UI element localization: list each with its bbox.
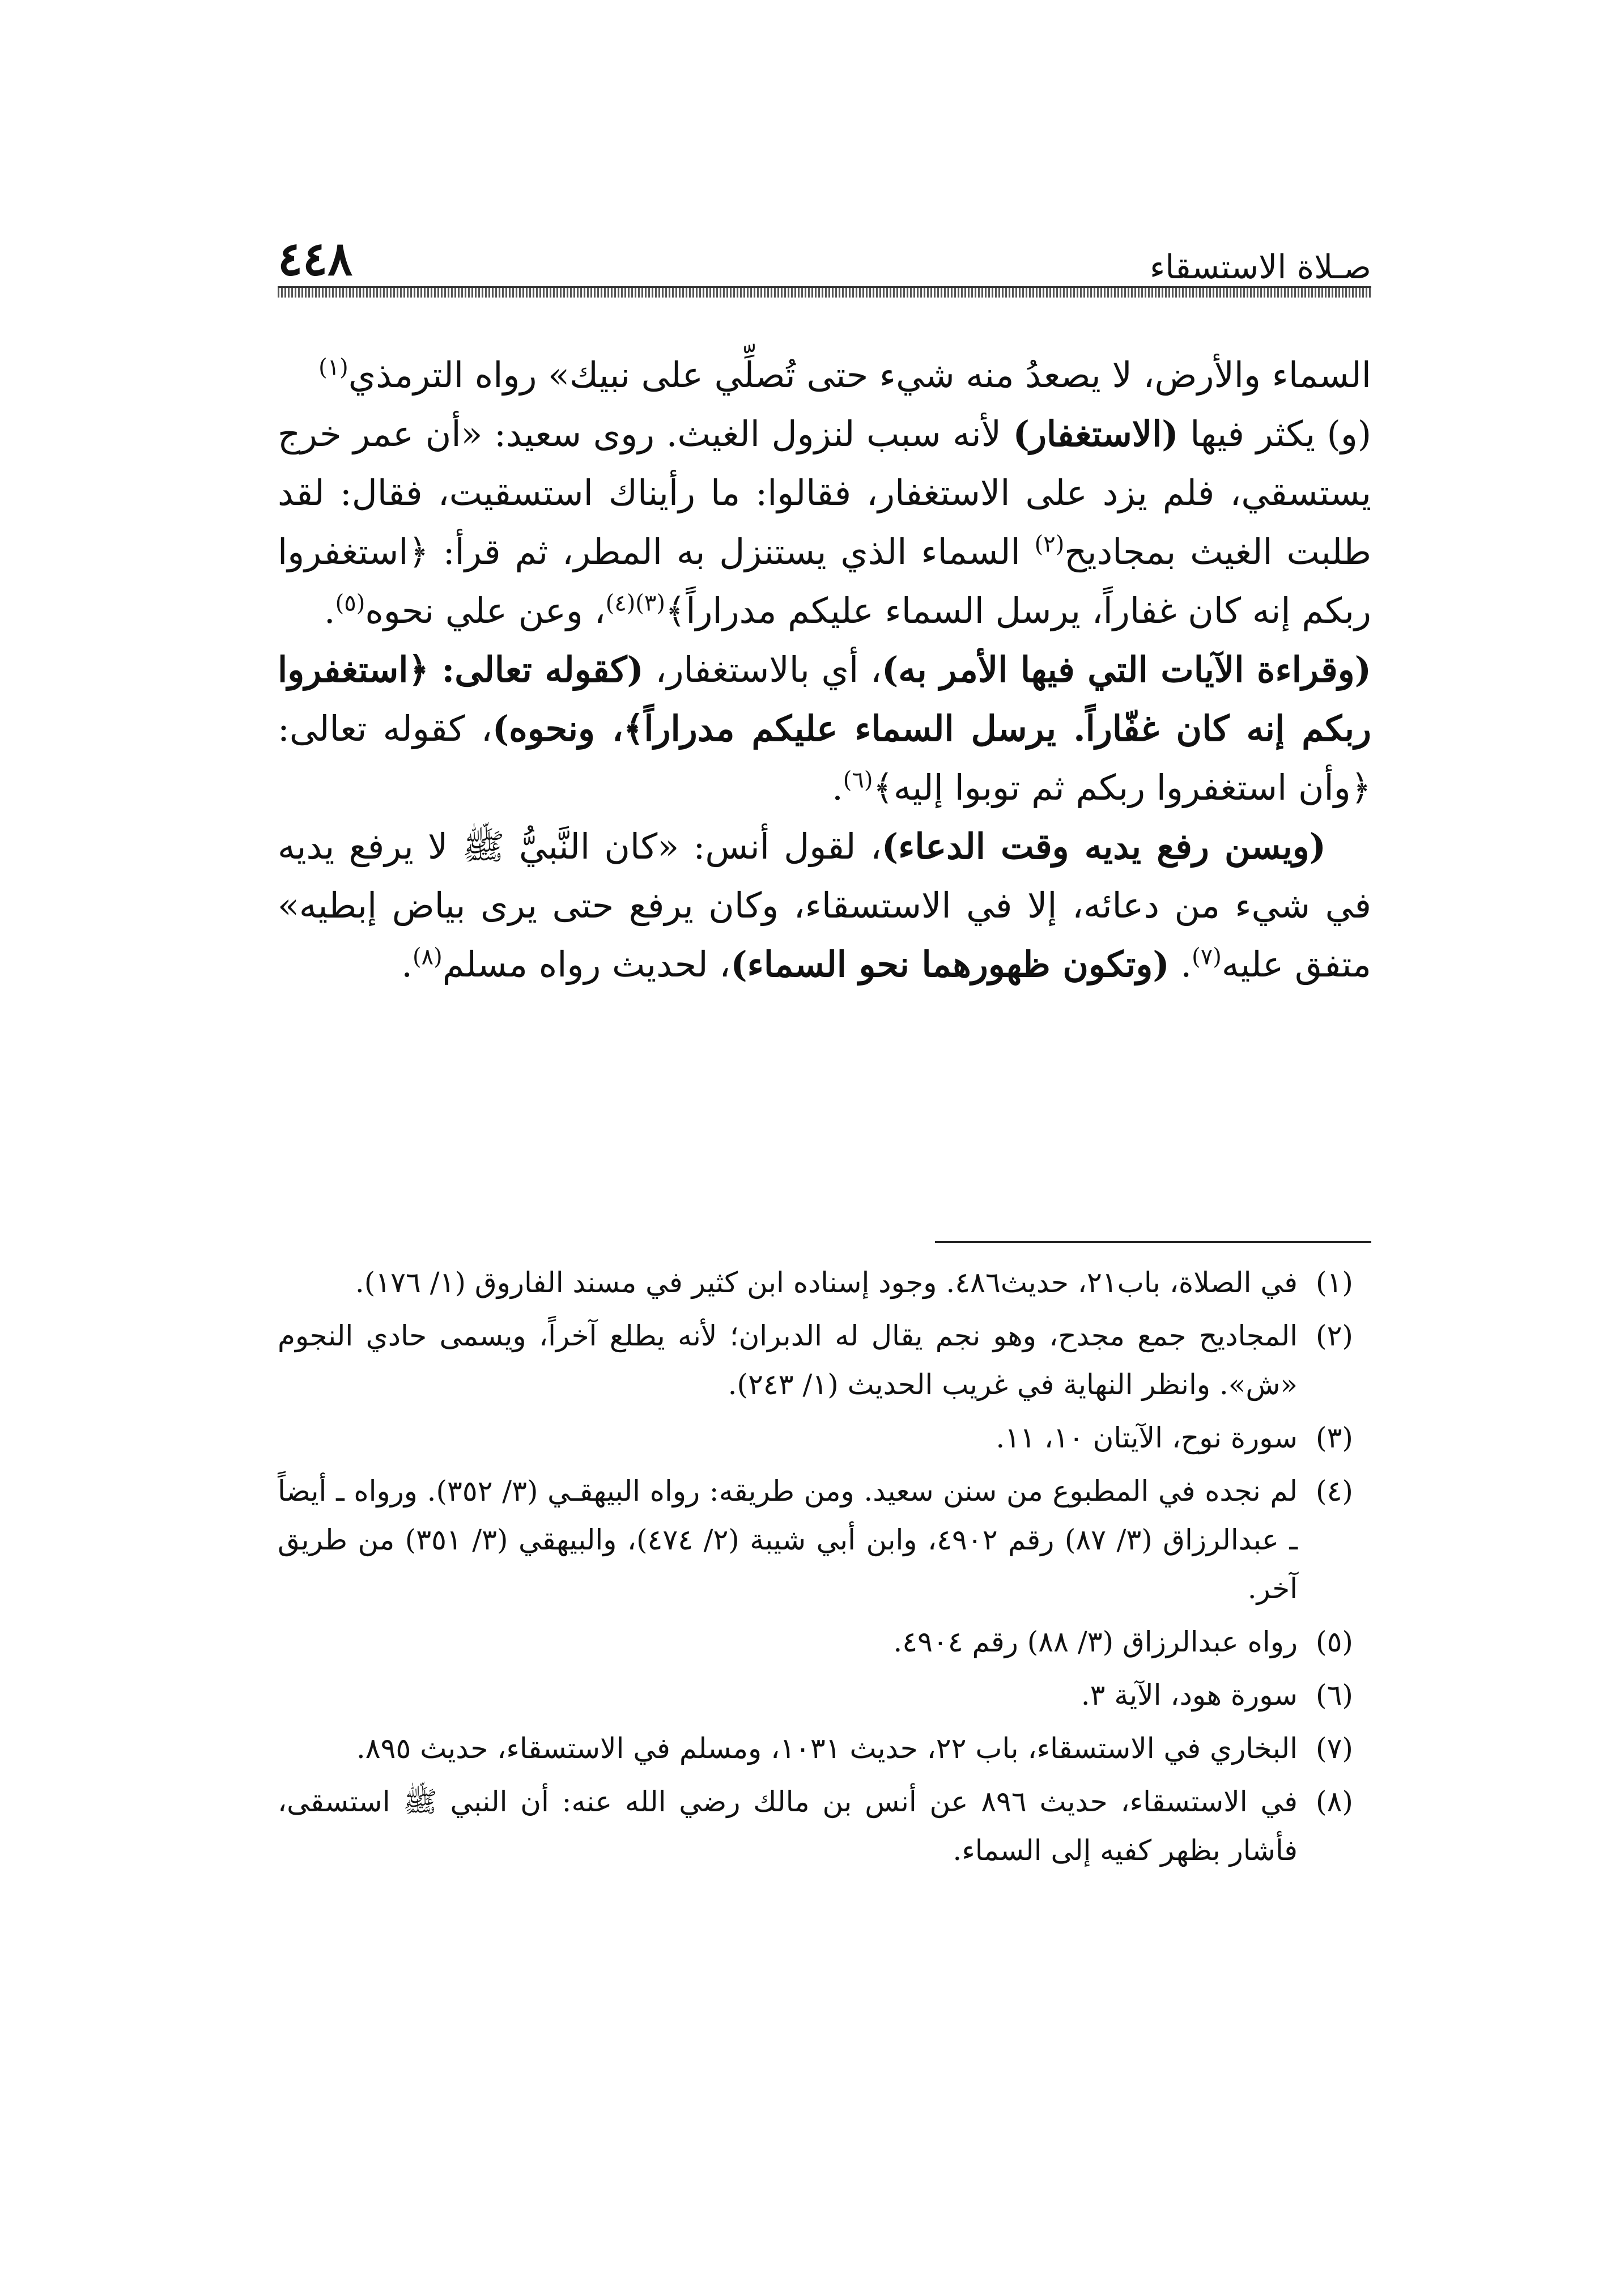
footnote-ref[interactable]: (٤)	[605, 590, 636, 617]
footnote-number: (٥)	[1316, 1625, 1353, 1658]
footnote-1	[278, 1258, 1371, 1307]
text-run: ، كقوله تعالى: ﴿وأن استغفروا ربكم ثم توبوا إليه﴾	[278, 708, 1371, 808]
footnote-text: البخاري في الاستسقاء، باب ٢٢، حديث ١٠٣١، ومسلم في الاستسقاء، حديث ٨٩٥.	[356, 1732, 1298, 1765]
text-run: السماء والأرض، لا يصعدُ منه شيء حتى تُصلِّي على نبيك» رواه الترمذي	[348, 354, 1371, 396]
footnote-7	[278, 1724, 1371, 1773]
paragraph-4	[278, 817, 1371, 994]
bold-term: (ويسن رفع يديه وقت الدعاء)	[881, 826, 1326, 867]
footnote-6	[278, 1671, 1371, 1719]
main-text	[278, 346, 1371, 994]
footnote-text: المجاديح جمع مجدح، وهو نجم يقال له الدبران؛ لأنه يطلع آخراً، ويسمى حادي النجوم «ش». وانظر النهاية في غريب الحديث (١/ ٢٤٣).	[278, 1319, 1298, 1401]
text-run: السماء الذي يستنزل به المطر، ثم قرأ: ﴿استغفروا ربكم إنه كان غفاراً، يرسل السماء عليكم مدراراً﴾	[278, 531, 1371, 631]
footnote-5	[278, 1617, 1371, 1666]
text-run: (و) يكثر فيها	[1178, 413, 1372, 455]
footnote-8	[278, 1777, 1371, 1875]
header-rule	[278, 286, 1371, 298]
footnote-ref[interactable]: (٨)	[413, 944, 443, 970]
footnote-ref[interactable]: (١)	[318, 354, 348, 381]
footnote-ref[interactable]: (٢)	[1034, 531, 1065, 558]
footnote-text: في الاستسقاء، حديث ٨٩٦ عن أنس بن مالك رضي الله عنه: أن النبي ﷺ استسقى، فأشار بظهر كفيه إلى السماء.	[278, 1785, 1298, 1867]
footnote-number: (٢)	[1316, 1319, 1353, 1352]
footnote-number: (٤)	[1316, 1475, 1353, 1508]
footnote-3	[278, 1413, 1371, 1462]
text-run: لأنه سبب لنزول الغيث. روى سعيد: «أن عمر خرج يستسقي، فلم يزد على الاستغفار، فقالوا: ما رأيناك استسقيت، فقال: لقد طلبت الغيث بمجاديح	[278, 413, 1372, 572]
running-header	[278, 224, 1371, 286]
bold-term: (وقراءة الآيات التي فيها الأمر به)	[881, 649, 1371, 690]
text-run: ، وعن علي نحوه	[365, 590, 606, 631]
page-number: ٤٤٨	[278, 232, 353, 286]
footnote-text: سورة نوح، الآيتان ١٠، ١١.	[996, 1421, 1298, 1454]
footnote-4	[278, 1467, 1371, 1613]
text-run: .	[401, 944, 413, 985]
text-run: ، لحديث رواه مسلم	[442, 944, 731, 985]
bold-term: (الاستغفار)	[1013, 413, 1179, 455]
footnote-text: سورة هود، الآية ٣.	[1081, 1679, 1298, 1712]
footnote-number: (١)	[1316, 1266, 1353, 1299]
footnote-number: (٨)	[1316, 1785, 1353, 1818]
footnote-ref[interactable]: (٥)	[335, 590, 365, 617]
footnote-2	[278, 1311, 1371, 1409]
footnote-text: لم نجده في المطبوع من سنن سعيد. ومن طريقه: رواه البيهقـي (٣/ ٣٥٢). ورواه ـ أيضاً ـ عبدالرزاق (٣/ ٨٧) رقم ٤٩٠٢، وابن أبي شيبة (٢/ ٤٧٤)، والبيهقي (٣/ ٣٥١) من طريق آخر.	[278, 1475, 1298, 1605]
footnote-text: رواه عبدالرزاق (٣/ ٨٨) رقم ٤٩٠٤.	[893, 1625, 1298, 1658]
text-run: .	[832, 767, 843, 808]
paragraph-1	[278, 346, 1371, 405]
footnote-number: (٧)	[1316, 1732, 1353, 1765]
footnote-ref[interactable]: (٣)	[635, 590, 665, 617]
footnotes	[278, 1258, 1371, 1879]
footnote-number: (٣)	[1316, 1421, 1353, 1454]
bold-term: (كقوله تعالى: ﴿استغفروا ربكم إنه كان غفّاراً. يرسل السماء عليكم مدراراً﴾، ونحوه)	[278, 649, 1372, 749]
paragraph-2	[278, 405, 1371, 640]
text-run: ، أي بالاستغفار،	[643, 649, 882, 690]
footnote-text: في الصلاة، باب٢١، حديث٤٨٦. وجود إسناده ابن كثير في مسند الفاروق (١/ ١٧٦).	[355, 1266, 1298, 1299]
footnote-ref[interactable]: (٧)	[1192, 944, 1222, 970]
chapter-title: صـلاة الاستسقاء	[1150, 248, 1371, 286]
footnote-ref[interactable]: (٦)	[843, 767, 873, 793]
footnote-separator	[935, 1241, 1371, 1243]
text-run: .	[324, 590, 335, 631]
text-run: .	[1169, 944, 1192, 985]
text-run: ، لقول أنس: «كان النَّبيُّ ﷺ لا يرفع يديه في شيء من دعائه، إلا في الاستسقاء، وكان يرفع حتى يرى بياض إبطيه» متفق عليه	[278, 826, 1371, 985]
bold-term: (وتكون ظهورهما نحو السماء)	[730, 944, 1170, 985]
paragraph-3	[278, 640, 1371, 817]
footnote-number: (٦)	[1316, 1679, 1353, 1712]
